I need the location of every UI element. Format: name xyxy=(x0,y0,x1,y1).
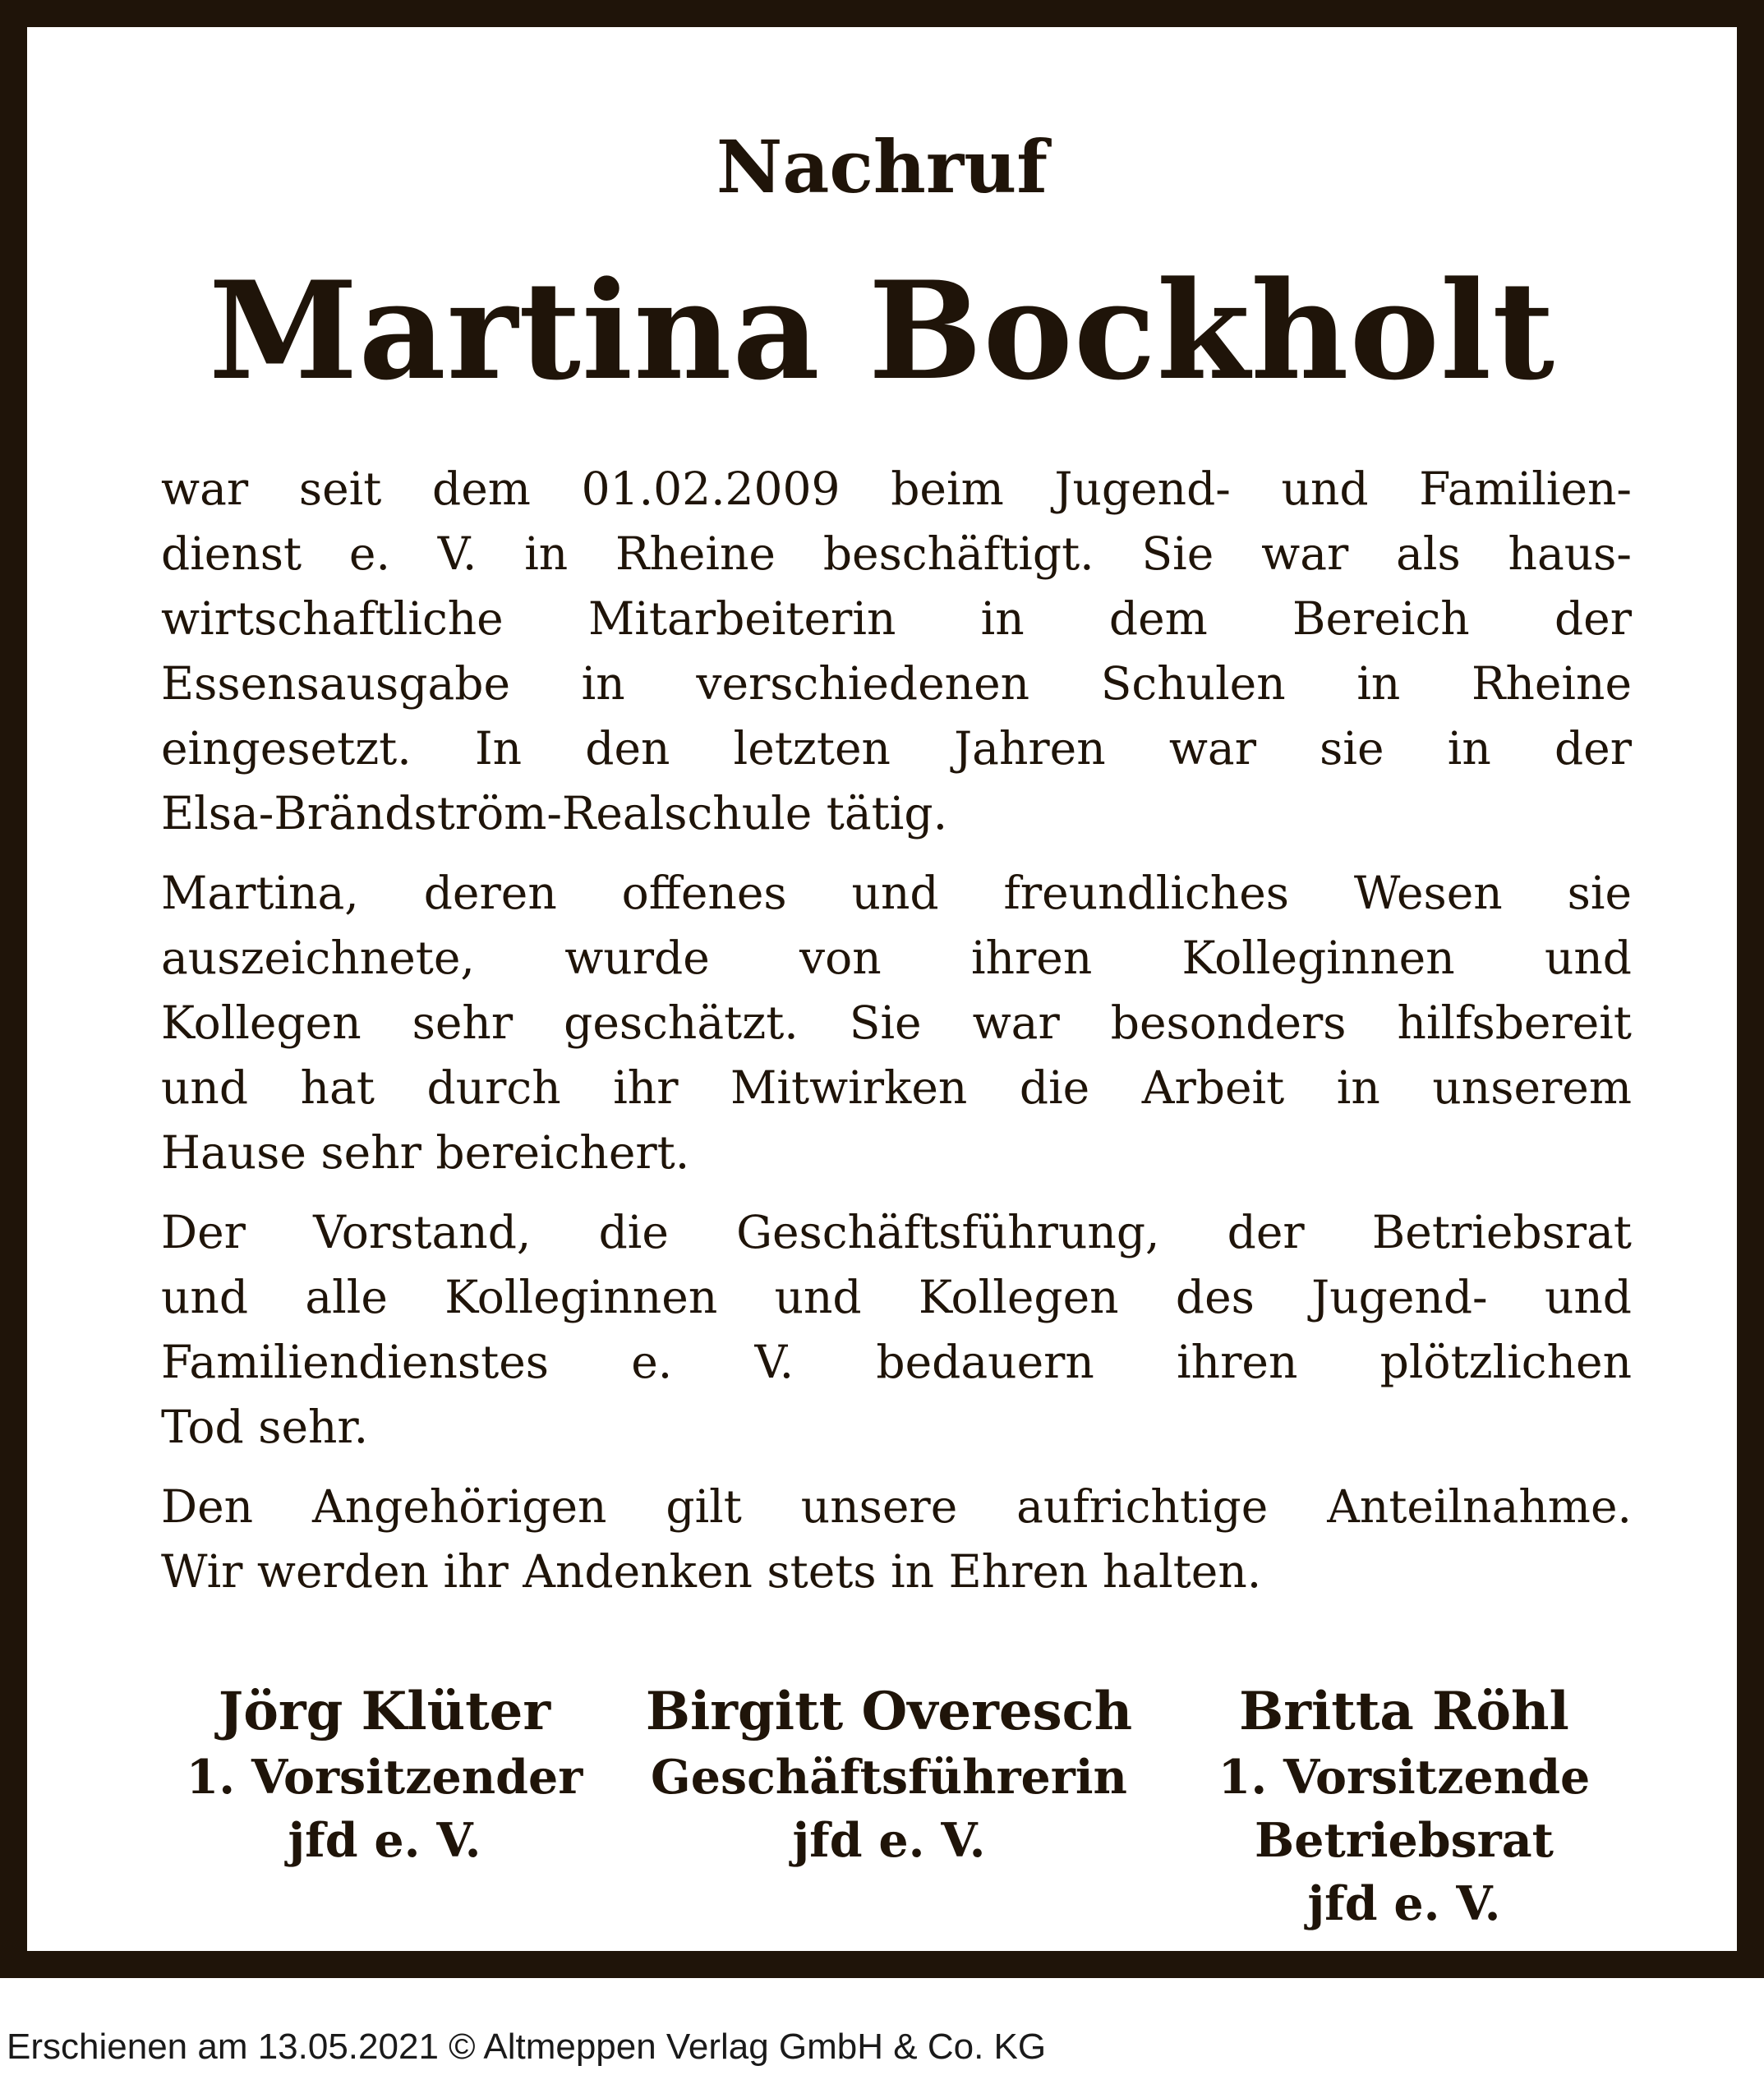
signatory xyxy=(1141,1678,1667,1935)
text-line: und alle Kolleginnen und Kollegen des Jugend- und xyxy=(161,1271,1632,1323)
signatory-organization: jfd e. V. xyxy=(1307,1876,1501,1931)
paragraph-character xyxy=(161,861,1632,1185)
notice-heading: Nachruf xyxy=(716,124,1048,209)
signatory-name: Birgitt Overesch xyxy=(645,1681,1133,1742)
signatory-organization: jfd e. V. xyxy=(288,1813,481,1868)
signatory-name: Britta Röhl xyxy=(1239,1681,1569,1742)
notice-body xyxy=(161,457,1632,1619)
text-line: Wir werden ihr Andenken stets in Ehren halten. xyxy=(161,1545,1262,1598)
text-line: Kollegen sehr geschätzt. Sie war besonders hilfsbereit xyxy=(161,996,1632,1049)
signatory-organization: jfd e. V. xyxy=(792,1813,986,1868)
text-line: dienst e. V. in Rheine beschäftigt. Sie war als haus- xyxy=(161,527,1632,580)
text-line: Elsa-Brändström-Realschule tätig. xyxy=(161,787,948,840)
deceased-name: Martina Bockholt xyxy=(208,251,1556,410)
signatory-department: Betriebsrat xyxy=(1255,1813,1554,1868)
text-line: Der Vorstand, die Geschäftsführung, der Betriebsrat xyxy=(161,1206,1632,1258)
text-line: Hause sehr bereichert. xyxy=(161,1126,690,1179)
text-line: wirtschaftliche Mitarbeiterin in dem Bereich der xyxy=(161,592,1632,645)
text-line: und hat durch ihr Mitwirken die Arbeit in unserem xyxy=(161,1061,1632,1114)
text-line: Martina, deren offenes und freundliches Wesen sie xyxy=(161,867,1632,919)
text-line: auszeichnete, wurde von ihren Kolleginnen und xyxy=(161,932,1632,984)
signatory-role: 1. Vorsitzende xyxy=(1218,1750,1591,1805)
signatory-role: 1. Vorsitzender xyxy=(186,1750,583,1805)
publication-footer: Erschienen am 13.05.2021 © Altmeppen Verlag GmbH & Co. KG xyxy=(7,2027,1047,2067)
signatures xyxy=(27,1678,1737,1941)
text-line: Den Angehörigen gilt unsere aufrichtige Anteilnahme. xyxy=(161,1480,1632,1533)
text-line: Familiendienstes e. V. bedauern ihren plötzlichen xyxy=(161,1336,1632,1388)
paragraph-condolence xyxy=(161,1475,1632,1604)
text-line: war seit dem 01.02.2009 beim Jugend- und Familien- xyxy=(161,462,1632,515)
paragraph-mourning xyxy=(161,1200,1632,1460)
text-line: Essensausgabe in verschiedenen Schulen in Rheine xyxy=(161,657,1632,710)
paragraph-employment xyxy=(161,457,1632,846)
signatory-name: Jörg Klüter xyxy=(218,1681,551,1742)
signatory xyxy=(626,1678,1152,1872)
signatory-role: Geschäftsführerin xyxy=(651,1750,1127,1805)
text-line: Tod sehr. xyxy=(161,1401,369,1453)
text-line: eingesetzt. In den letzten Jahren war sie in der xyxy=(161,722,1632,775)
signatory xyxy=(122,1678,647,1872)
